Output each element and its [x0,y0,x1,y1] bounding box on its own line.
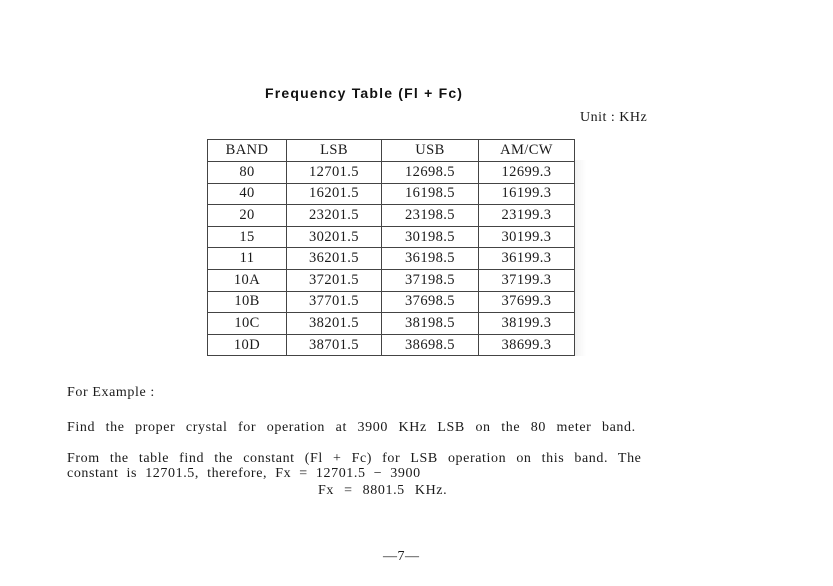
lsb-cell: 23201.5 [287,205,382,227]
usb-cell: 38698.5 [382,334,479,356]
band-cell: 10D [208,334,287,356]
table-row [208,226,575,248]
table-row [208,334,575,356]
amcw-cell: 16199.3 [479,183,575,205]
usb-cell: 30198.5 [382,226,479,248]
band-cell: 10B [208,291,287,313]
lsb-cell: 12701.5 [287,162,382,184]
band-cell: 10C [208,313,287,335]
example-question: Find the proper crystal for operation at 3900 KHz LSB on the 80 meter band. [67,420,636,435]
unit-label: Unit : KHz [580,110,648,125]
frequency-table [207,139,575,356]
table-row [208,205,575,227]
page-number: —7— [383,549,420,564]
amcw-cell: 12699.3 [479,162,575,184]
band-cell: 40 [208,183,287,205]
table-row [208,183,575,205]
header-lsb: LSB [287,140,382,162]
table-row [208,269,575,291]
lsb-cell: 37201.5 [287,269,382,291]
usb-cell: 37198.5 [382,269,479,291]
usb-cell: 16198.5 [382,183,479,205]
usb-cell: 38198.5 [382,313,479,335]
table-row [208,248,575,270]
amcw-cell: 37199.3 [479,269,575,291]
amcw-cell: 36199.3 [479,248,575,270]
table-header-row [208,140,575,162]
page-title: Frequency Table (Fl + Fc) [265,85,464,101]
result-formula: Fx = 8801.5 KHz. [318,483,448,498]
header-amcw: AM/CW [479,140,575,162]
usb-cell: 37698.5 [382,291,479,313]
table-row [208,291,575,313]
band-cell: 20 [208,205,287,227]
band-cell: 15 [208,226,287,248]
explanation-line-1: From the table find the constant (Fl + Fc) for LSB operation on this band. The [67,451,642,466]
usb-cell: 12698.5 [382,162,479,184]
band-cell: 10A [208,269,287,291]
usb-cell: 23198.5 [382,205,479,227]
scan-shadow [574,160,586,356]
amcw-cell: 38199.3 [479,313,575,335]
header-band: BAND [208,140,287,162]
lsb-cell: 38701.5 [287,334,382,356]
table-row [208,313,575,335]
lsb-cell: 30201.5 [287,226,382,248]
table-row [208,162,575,184]
example-label: For Example : [67,385,155,400]
amcw-cell: 37699.3 [479,291,575,313]
lsb-cell: 36201.5 [287,248,382,270]
explanation-line-2: constant is 12701.5, therefore, Fx = 12701.5 − 3900 [67,466,421,481]
band-cell: 80 [208,162,287,184]
usb-cell: 36198.5 [382,248,479,270]
amcw-cell: 30199.3 [479,226,575,248]
amcw-cell: 38699.3 [479,334,575,356]
lsb-cell: 37701.5 [287,291,382,313]
amcw-cell: 23199.3 [479,205,575,227]
lsb-cell: 38201.5 [287,313,382,335]
lsb-cell: 16201.5 [287,183,382,205]
band-cell: 11 [208,248,287,270]
header-usb: USB [382,140,479,162]
